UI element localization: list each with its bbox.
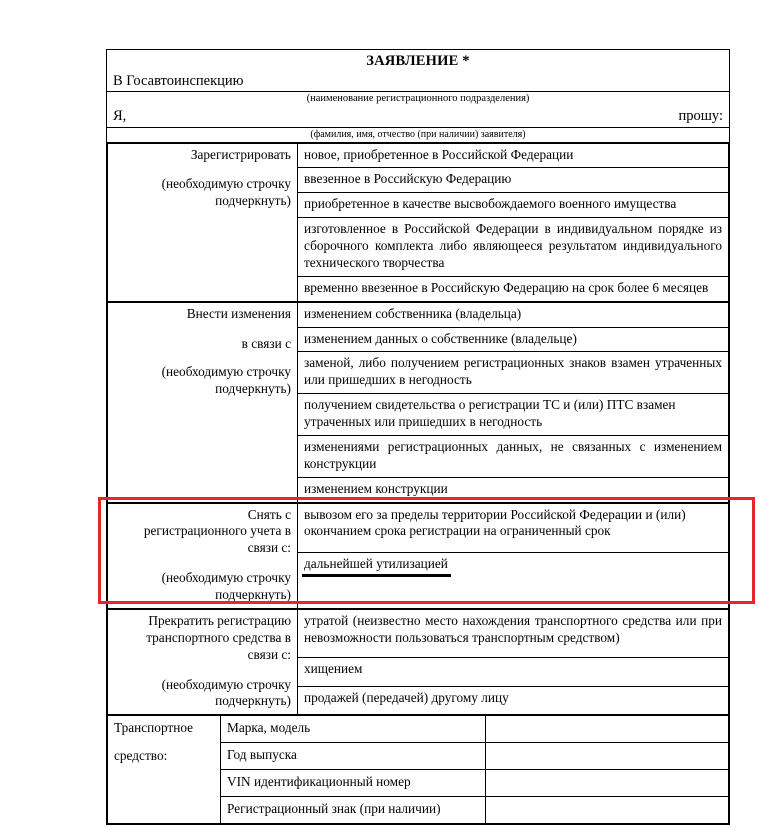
addressee-caption: (наименование регистрационного подразделения) (306, 92, 530, 104)
option-register-4[interactable]: временно ввезенное в Российскую Федерацию на срок более 6 месяцев (298, 276, 729, 301)
section-register-label: Зарегистрировать (необходимую строчку подчеркнуть) (108, 143, 298, 301)
option-register-3[interactable]: изготовленное в Российской Федерации в индивидуальном порядке из сборочного комплекта либо являющееся результатом индивидуального технического творчества (298, 218, 729, 277)
section-deregister-label: Снять с регистрационного учета в связи с: (необходимую строчку подчеркнуть) (108, 503, 298, 608)
selected-option-underline: дальнейшей утилизацией (304, 555, 448, 571)
section-terminate (107, 609, 729, 715)
form-header (107, 50, 729, 143)
vehicle-field-name-1: Год выпуска (221, 743, 486, 770)
applicant-caption: (фамилия, имя, отчество (при наличии) заявителя) (107, 128, 729, 143)
option-amend-2[interactable]: заменой, либо получением регистрационных знаков взамен утраченных или пришедших в негодность (298, 352, 729, 394)
addressee-row (107, 72, 729, 92)
table-row (108, 609, 729, 657)
table-row (108, 302, 729, 327)
addressee-label: В Госавтоинспекцию (113, 72, 244, 89)
page-title: ЗАЯВЛЕНИЕ * (366, 53, 470, 69)
option-amend-3[interactable]: получением свидетельства о регистрации ТС и (или) ПТС взамен утраченных или пришедших в негодность (298, 394, 729, 436)
section-amend (107, 302, 729, 503)
vehicle-field-name-0: Марка, модель (221, 716, 486, 743)
vehicle-field-name-2: VIN идентификационный номер (221, 770, 486, 797)
option-terminate-1[interactable]: хищением (298, 657, 729, 686)
option-register-1[interactable]: ввезенное в Российскую Федерацию (298, 168, 729, 193)
section-vehicle (107, 715, 729, 824)
applicant-row (107, 106, 729, 127)
option-register-2[interactable]: приобретенное в качестве высвобождаемого военного имущества (298, 193, 729, 218)
option-amend-0[interactable]: изменением собственника (владельца) (298, 302, 729, 327)
table-row (108, 716, 729, 743)
option-deregister-1[interactable] (298, 552, 729, 608)
table-row (108, 143, 729, 168)
vehicle-field-value-0[interactable] (486, 716, 729, 743)
section-terminate-label: Прекратить регистрацию транспортного средства в связи с: (необходимую строчку подчеркнуть) (108, 609, 298, 714)
table-row (108, 503, 729, 552)
option-terminate-2[interactable]: продажей (передачей) другому лицу (298, 686, 729, 715)
vehicle-field-value-3[interactable] (486, 797, 729, 824)
option-amend-5[interactable]: изменением конструкции (298, 477, 729, 502)
request-word: прошу: (678, 108, 723, 125)
option-amend-4[interactable]: изменениями регистрационных данных, не связанных с изменением конструкции (298, 435, 729, 477)
vehicle-label: Транспортное средство: (108, 716, 221, 824)
applicant-prefix: Я, (113, 108, 127, 125)
section-register (107, 143, 729, 302)
application-form (106, 49, 730, 825)
option-deregister-0[interactable]: вывозом его за пределы территории Российской Федерации и (или) окончанием срока регистрации на ограниченный срок (298, 503, 729, 552)
vehicle-field-name-3: Регистрационный знак (при наличии) (221, 797, 486, 824)
vehicle-field-value-2[interactable] (486, 770, 729, 797)
section-amend-label: Внести изменения в связи с (необходимую строчку подчеркнуть) (108, 302, 298, 502)
option-terminate-0[interactable]: утратой (неизвестно место нахождения транспортного средства или при невозможности пользоваться транспортным средством) (298, 609, 729, 657)
option-amend-1[interactable]: изменением данных о собственнике (владельце) (298, 327, 729, 352)
vehicle-field-value-1[interactable] (486, 743, 729, 770)
section-deregister (107, 503, 729, 609)
option-register-0[interactable]: новое, приобретенное в Российской Федерации (298, 143, 729, 168)
